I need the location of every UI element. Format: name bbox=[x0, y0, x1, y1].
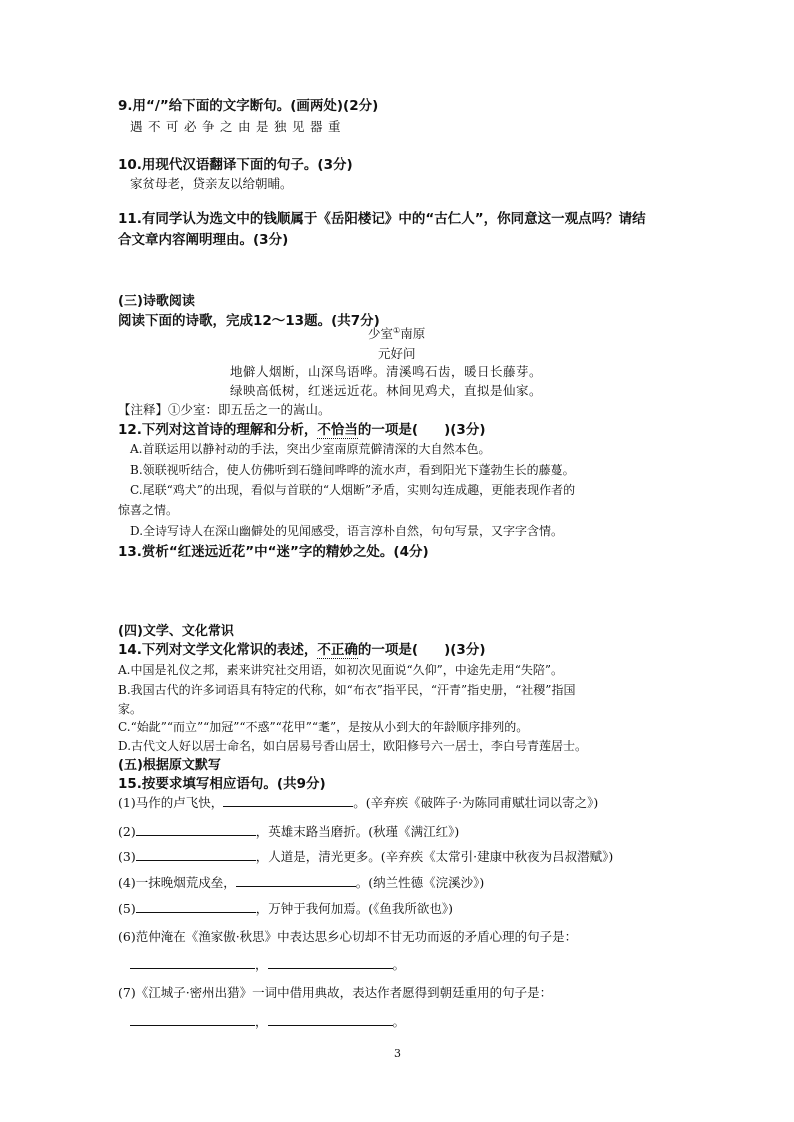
q14-title-a: 14.下列对文学文化常识的表述， bbox=[118, 642, 318, 658]
q15-line-1-b: 。(辛弃疾《破阵子·为陈同甫赋壮词以寄之》) bbox=[353, 795, 599, 810]
q15-blank-5[interactable] bbox=[136, 900, 256, 913]
q12-title-b: 的一项是( bbox=[357, 422, 419, 438]
q10-text: 家贫母老，贷亲友以给朝晡。 bbox=[130, 176, 293, 191]
poem-title-b: 南原 bbox=[400, 326, 426, 341]
poem-line-1: 地僻人烟断，山深鸟语哗。清溪鸣石齿，暖日长藤芽。 bbox=[230, 364, 543, 379]
q12-option-c-line2: 惊喜之情。 bbox=[118, 503, 179, 517]
poem-line-2: 绿映高低树，红迷远近花。林间见鸡犬，直拟是仙家。 bbox=[230, 383, 543, 398]
q12-title-emphasis: 不恰当 bbox=[317, 422, 358, 438]
q15-line-1 bbox=[118, 793, 598, 811]
q15-line-7-end: 。 bbox=[392, 1014, 406, 1029]
q15-line-5-b: ，万钟于我何加焉。(《鱼我所欲也》) bbox=[255, 901, 453, 916]
q14-title-b: 的一项是( bbox=[357, 642, 419, 658]
q15-line-4 bbox=[118, 873, 484, 891]
q14-option-b-line1: B.我国古代的许多词语具有特定的代称，如“布衣”指平民，“汗青”指史册，“社稷”指国 bbox=[118, 683, 576, 697]
q15-line-6-prompt: (6)范仲淹在《渔家傲·秋思》中表达思乡心切却不甘无功而返的矛盾心理的句子是： bbox=[118, 929, 578, 944]
q15-line-6-end: 。 bbox=[392, 957, 406, 972]
q15-blank-1[interactable] bbox=[223, 794, 353, 807]
q12-title-a: 12.下列对这首诗的理解和分析， bbox=[118, 422, 318, 438]
q14-option-d: D.古代文人好以居士命名，如白居易号香山居士，欧阳修号六一居士，李白号青莲居士。 bbox=[118, 739, 588, 753]
section4-heading: (四)文学、文化常识 bbox=[118, 624, 234, 639]
q9-text: 遇不可必争之由是独见器重 bbox=[130, 119, 347, 134]
section3-heading: (三)诗歌阅读 bbox=[118, 294, 195, 309]
q15-line-6-separator: ， bbox=[255, 957, 268, 972]
poem-title-note-mark: ① bbox=[393, 325, 401, 335]
q14-option-a: A.中国是礼仪之邦，素来讲究社交用语，如初次见面说“久仰”，中途先走用“失陪”。 bbox=[118, 663, 564, 677]
q15-line-7-answer bbox=[130, 1012, 405, 1030]
q11-line1: 11.有同学认为选文中的钱顺属于《岳阳楼记》中的“古仁人”，你同意这一观点吗？请结 bbox=[118, 211, 646, 227]
q10-title: 10.用现代汉语翻译下面的句子。(3分) bbox=[118, 157, 353, 173]
q14-title-emphasis: 不正确 bbox=[317, 642, 358, 658]
q15-line-6-answer bbox=[130, 955, 405, 973]
q15-blank-7b[interactable] bbox=[268, 1013, 393, 1026]
q11-line2: 合文章内容阐明理由。(3分) bbox=[118, 232, 289, 248]
q15-line-3-b: ，人道是，清光更多。(辛弃疾《太常引·建康中秋夜为吕叔潜赋》) bbox=[255, 849, 614, 864]
q15-line-5-a: (5) bbox=[118, 901, 136, 916]
q15-line-4-a: (4)一抹晚烟荒戍垒， bbox=[118, 875, 236, 890]
q15-blank-6b[interactable] bbox=[268, 956, 393, 969]
q12-option-a: A.首联运用以静衬动的手法，突出少室南原荒僻清深的大自然本色。 bbox=[130, 442, 491, 456]
q12-option-b: B.领联视听结合，使人仿佛听到石缝间哗哗的流水声，看到阳光下蓬勃生长的藤蔓。 bbox=[130, 463, 575, 477]
q15-line-2-b: ，英雄末路当磨折。(秋瑾《满江红》) bbox=[255, 824, 460, 839]
q15-blank-6a[interactable] bbox=[130, 956, 255, 969]
q15-line-2-a: (2) bbox=[118, 824, 136, 839]
q15-blank-7a[interactable] bbox=[130, 1013, 255, 1026]
q15-line-2 bbox=[118, 822, 459, 840]
q15-title: 15.按要求填写相应语句。(共9分) bbox=[118, 776, 326, 792]
q9-title: 9.用“/”给下面的文字断句。(画两处)(2分) bbox=[118, 98, 379, 114]
q15-line-7-separator: ， bbox=[255, 1014, 268, 1029]
q12-title bbox=[118, 418, 486, 438]
poem-note: 【注释】①少室：即五岳之一的嵩山。 bbox=[118, 402, 331, 417]
q12-option-d: D.全诗写诗人在深山幽僻处的见闻感受，语言淳朴自然，句句写景，又字字含情。 bbox=[130, 524, 564, 538]
q15-blank-3[interactable] bbox=[136, 848, 256, 861]
q14-title bbox=[118, 638, 486, 658]
q15-line-4-b: 。(纳兰性德《浣溪沙》) bbox=[355, 875, 485, 890]
q14-option-b-line2: 家。 bbox=[118, 702, 143, 716]
q15-line-1-a: (1)马作的卢飞快， bbox=[118, 795, 224, 810]
q12-title-c: )(3分) bbox=[444, 422, 486, 438]
q15-blank-4[interactable] bbox=[236, 874, 356, 887]
q15-line-7-prompt: (7)《江城子·密州出猎》一词中借用典故，表达作者愿得到朝廷重用的句子是： bbox=[118, 985, 553, 1000]
page-number: 3 bbox=[394, 1047, 401, 1060]
q12-option-c-line1: C.尾联“鸡犬”的出现，看似与首联的“人烟断”矛盾，实则勾连成趣，更能表现作者的 bbox=[130, 483, 576, 497]
poem-author: 元好问 bbox=[378, 346, 416, 361]
q14-option-c: C.“始龀”“而立”“加冠”“不惑”“花甲”“耄”，是按从小到大的年龄顺序排列的。 bbox=[118, 720, 529, 734]
q14-title-c: )(3分) bbox=[444, 642, 486, 658]
section5-heading: (五)根据原文默写 bbox=[118, 758, 221, 773]
poem-title bbox=[368, 324, 425, 342]
q15-line-5 bbox=[118, 899, 453, 917]
q13-title: 13.赏析“红迷远近花”中“迷”字的精妙之处。(4分) bbox=[118, 544, 429, 560]
poem-title-a: 少室 bbox=[368, 326, 394, 341]
q15-blank-2[interactable] bbox=[136, 823, 256, 836]
q15-line-3-a: (3) bbox=[118, 849, 136, 864]
section3-intro: 阅读下面的诗歌，完成12～13题。(共7分) bbox=[118, 313, 380, 329]
q15-line-3 bbox=[118, 847, 613, 865]
